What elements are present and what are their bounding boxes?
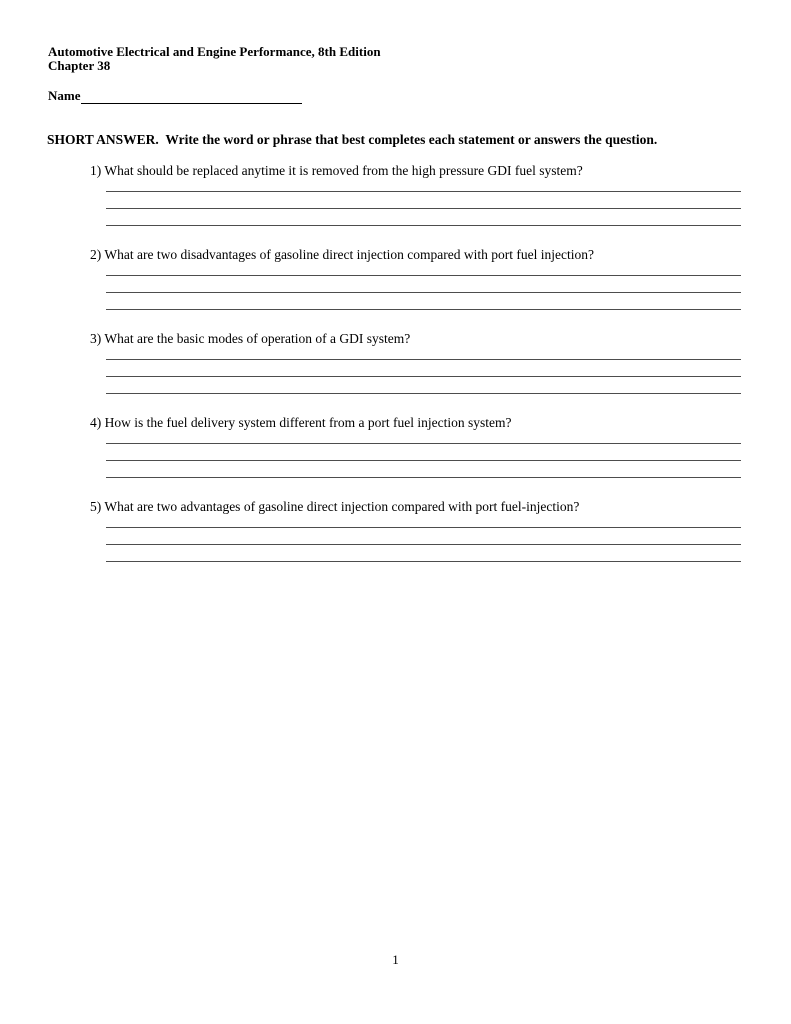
answer-blank-line <box>106 179 741 192</box>
chapter-label: Chapter 38 <box>48 58 111 73</box>
answer-blank-line <box>106 360 741 377</box>
question-block <box>48 163 741 226</box>
answer-blank-line <box>106 444 741 461</box>
answer-blank-line <box>106 347 741 360</box>
section-heading: SHORT ANSWER. Write the word or phrase that best completes each statement or answers the question. <box>47 132 658 147</box>
question-text: 5) What are two advantages of gasoline direct injection compared with port fuel-injection? <box>90 499 580 514</box>
answer-blank-line <box>106 192 741 209</box>
answer-lines-group <box>106 431 741 478</box>
answer-lines-group <box>106 347 741 394</box>
page-number: 1 <box>392 952 399 967</box>
answer-lines-group <box>106 179 741 226</box>
document-header <box>48 45 381 73</box>
answer-blank-line <box>106 276 741 293</box>
answer-blank-line <box>106 461 741 478</box>
answer-blank-line <box>106 515 741 528</box>
answer-blank-line <box>106 528 741 545</box>
answer-blank-line <box>106 545 741 562</box>
name-row <box>48 88 302 104</box>
answer-blank-line <box>106 263 741 276</box>
question-block <box>48 499 741 562</box>
question-text: 1) What should be replaced anytime it is removed from the high pressure GDI fuel system? <box>90 163 583 178</box>
answer-lines-group <box>106 263 741 310</box>
question-text: 2) What are two disadvantages of gasoline direct injection compared with port fuel injection? <box>90 247 594 262</box>
question-block <box>48 415 741 478</box>
question-text: 3) What are the basic modes of operation of a GDI system? <box>90 331 411 346</box>
name-label: Name <box>48 88 81 103</box>
answer-blank-line <box>106 209 741 226</box>
question-block <box>48 331 741 394</box>
question-block <box>48 247 741 310</box>
answer-lines-group <box>106 515 741 562</box>
answer-blank-line <box>106 377 741 394</box>
questions-list <box>48 163 741 583</box>
answer-blank-line <box>106 431 741 444</box>
question-text: 4) How is the fuel delivery system different from a port fuel injection system? <box>90 415 512 430</box>
answer-blank-line <box>106 293 741 310</box>
document-title: Automotive Electrical and Engine Performance, 8th Edition <box>48 44 381 59</box>
name-blank-line <box>81 91 302 104</box>
